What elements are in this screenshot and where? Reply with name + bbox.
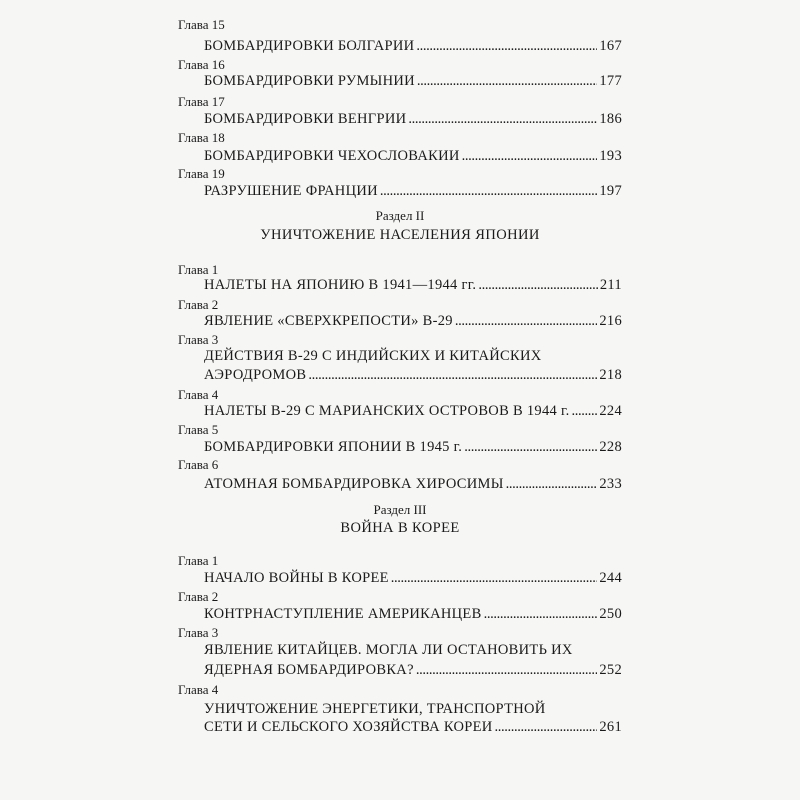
- chapter-label: Глава 17: [178, 94, 225, 109]
- chapter-label: Глава 2: [178, 589, 219, 604]
- leader-dots: [417, 72, 597, 90]
- toc-entry[interactable]: [204, 569, 622, 587]
- toc-entry[interactable]: [204, 438, 622, 456]
- entry-title-line1: ДЕЙСТВИЯ В-29 С ИНДИЙСКИХ И КИТАЙСКИХ: [204, 348, 542, 364]
- toc-entry[interactable]: [204, 37, 622, 55]
- leader-dots: [462, 147, 598, 165]
- leader-dots: [572, 402, 598, 420]
- toc-entry[interactable]: [204, 718, 622, 736]
- toc-entry[interactable]: [204, 661, 622, 679]
- page-number: 193: [599, 148, 622, 164]
- toc-entry[interactable]: [204, 475, 622, 493]
- page-number: 252: [599, 662, 622, 678]
- leader-dots: [484, 605, 598, 623]
- section-title: УНИЧТОЖЕНИЕ НАСЕЛЕНИЯ ЯПОНИИ: [260, 227, 540, 243]
- page-number: 218: [599, 367, 622, 383]
- leader-dots: [416, 37, 597, 55]
- entry-title: ЯВЛЕНИЕ «СВЕРХКРЕПОСТИ» В-29: [204, 313, 453, 329]
- chapter-label: Глава 16: [178, 57, 225, 72]
- entry-title: БОМБАРДИРОВКИ РУМЫНИИ: [204, 73, 415, 89]
- section-label: Раздел III: [373, 502, 427, 517]
- chapter-label: Глава 2: [178, 297, 219, 312]
- entry-title-line1: ЯВЛЕНИЕ КИТАЙЦЕВ. МОГЛА ЛИ ОСТАНОВИТЬ ИХ: [204, 642, 573, 658]
- entry-title: АТОМНАЯ БОМБАРДИРОВКА ХИРОСИМЫ: [204, 476, 504, 492]
- toc-entry[interactable]: [204, 182, 622, 200]
- page-number: 186: [599, 111, 622, 127]
- section-label: Раздел II: [375, 208, 425, 223]
- entry-title: БОМБАРДИРОВКИ ЧЕХОСЛОВАКИИ: [204, 148, 460, 164]
- leader-dots: [506, 475, 598, 493]
- chapter-label: Глава 15: [178, 17, 225, 32]
- entry-title: СЕТИ И СЕЛЬСКОГО ХОЗЯЙСТВА КОРЕИ: [204, 719, 493, 735]
- page-number: 211: [599, 277, 622, 293]
- page-number: 233: [599, 476, 622, 492]
- chapter-label: Глава 4: [178, 682, 219, 697]
- leader-dots: [464, 438, 597, 456]
- chapter-label: Глава 19: [178, 166, 225, 181]
- entry-title-line1: УНИЧТОЖЕНИЕ ЭНЕРГЕТИКИ, ТРАНСПОРТНОЙ: [204, 701, 546, 717]
- page-number: 167: [599, 38, 622, 54]
- page-number: 216: [599, 313, 622, 329]
- leader-dots: [495, 718, 598, 736]
- entry-title: БОМБАРДИРОВКИ БОЛГАРИИ: [204, 38, 415, 54]
- leader-dots: [455, 312, 597, 330]
- toc-entry[interactable]: [204, 605, 622, 623]
- toc-entry[interactable]: [204, 366, 622, 384]
- toc-entry[interactable]: [204, 402, 622, 420]
- leader-dots: [391, 569, 598, 587]
- toc-entry[interactable]: [204, 147, 622, 165]
- chapter-label: Глава 1: [178, 262, 219, 277]
- entry-title: РАЗРУШЕНИЕ ФРАНЦИИ: [204, 183, 378, 199]
- chapter-label: Глава 4: [178, 387, 219, 402]
- page-number: 250: [599, 606, 622, 622]
- entry-title: ЯДЕРНАЯ БОМБАРДИРОВКА?: [204, 662, 414, 678]
- section-title: ВОЙНА В КОРЕЕ: [340, 520, 460, 536]
- page-number: 197: [599, 183, 622, 199]
- page-number: 261: [599, 719, 622, 735]
- toc-entry[interactable]: [204, 312, 622, 330]
- leader-dots: [416, 661, 598, 679]
- leader-dots: [478, 276, 598, 294]
- entry-title: НАЧАЛО ВОЙНЫ В КОРЕЕ: [204, 570, 389, 586]
- page-number: 224: [599, 403, 622, 419]
- page-number: 244: [599, 570, 622, 586]
- entry-title: НАЛЕТЫ НА ЯПОНИЮ В 1941—1944 гг.: [204, 277, 477, 293]
- entry-title: БОМБАРДИРОВКИ ВЕНГРИИ: [204, 111, 407, 127]
- leader-dots: [408, 110, 597, 128]
- toc-entry[interactable]: [204, 110, 622, 128]
- toc-entry[interactable]: [204, 276, 622, 294]
- leader-dots: [380, 182, 597, 200]
- entry-title: КОНТРНАСТУПЛЕНИЕ АМЕРИКАНЦЕВ: [204, 606, 482, 622]
- chapter-label: Глава 18: [178, 130, 225, 145]
- page-number: 177: [599, 73, 622, 89]
- toc-entry[interactable]: [204, 72, 622, 90]
- leader-dots: [308, 366, 597, 384]
- chapter-label: Глава 5: [178, 422, 219, 437]
- entry-title: БОМБАРДИРОВКИ ЯПОНИИ В 1945 г.: [204, 439, 463, 455]
- entry-title: АЭРОДРОМОВ: [204, 367, 307, 383]
- chapter-label: Глава 6: [178, 457, 219, 472]
- chapter-label: Глава 1: [178, 553, 219, 568]
- chapter-label: Глава 3: [178, 625, 219, 640]
- entry-title: НАЛЕТЫ В-29 С МАРИАНСКИХ ОСТРОВОВ В 1944 г.: [204, 403, 570, 419]
- page-number: 228: [599, 439, 622, 455]
- chapter-label: Глава 3: [178, 332, 219, 347]
